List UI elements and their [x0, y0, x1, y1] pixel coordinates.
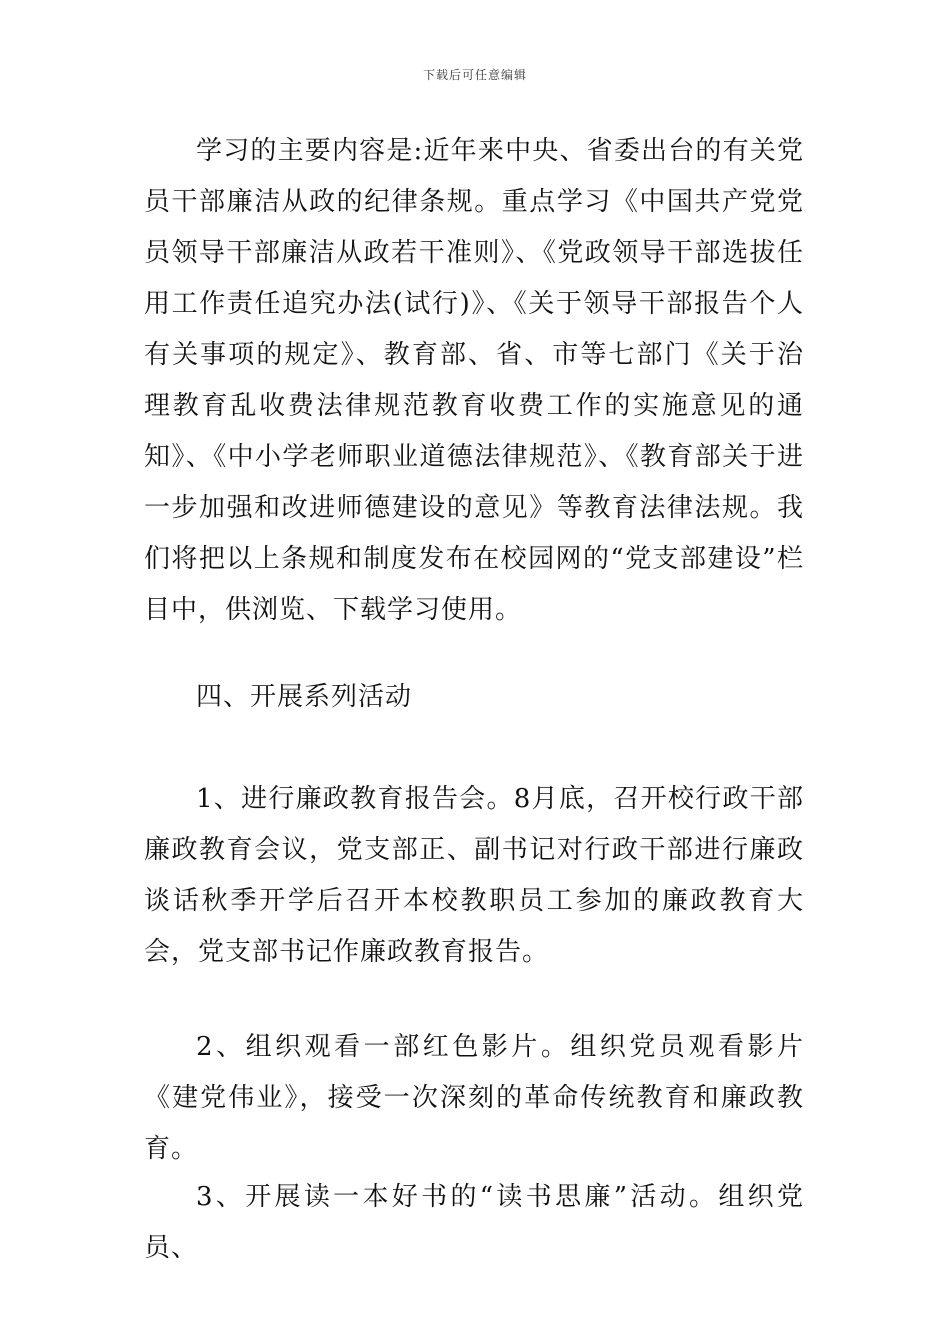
paragraph-activity-2: 2、组织观看一部红色影片。组织党员观看影片《建党伟业》，接受一次深刻的革命传统教育和廉政教育。	[144, 1032, 804, 1164]
paragraph-study-content: 学习的主要内容是:近年来中央、省委出台的有关党员干部廉洁从政的纪律条规。重点学习《中国共产党党员领导干部廉洁从政若干准则》、《党政领导干部选拔任用工作责任追究办法(试行)》、《关于领导干部报告个人有关事项的规定》、教育部、省、市等七部门《关于治理教育乱收费法律规范教育收费工作的实施意见的通知》、《中小学老师职业道德法律规范》、《教育部关于进一步加强和改进师德建设的意见》等教育法律法规。我们将把以上条规和制度发布在校园网的“党支部建设”栏目中，供浏览、下载学习使用。	[144, 136, 804, 625]
paragraph-activity-3: 3、开展读一本好书的“读书思廉”活动。组织党员、	[144, 1182, 804, 1263]
section-heading-activities: 四、开展系列活动	[196, 682, 413, 712]
page-header-note: 下载后可任意编辑	[422, 68, 527, 82]
paragraph-activity-1: 1、进行廉政教育报告会。8月底，召开校行政干部廉政教育会议，党支部正、副书记对行政干部进行廉政谈话秋季开学后召开本校教职员工参加的廉政教育大会，党支部书记作廉政教育报告。	[144, 784, 804, 967]
